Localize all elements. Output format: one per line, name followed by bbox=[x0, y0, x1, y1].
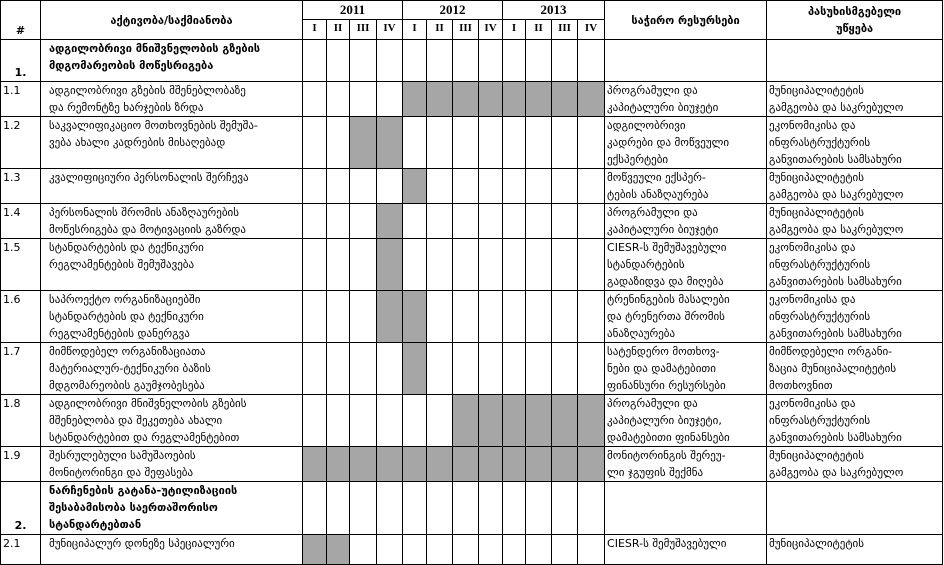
table-row bbox=[1, 204, 943, 239]
timeline-cell bbox=[526, 535, 552, 565]
timeline-cell bbox=[403, 447, 427, 482]
timeline-cell bbox=[377, 239, 403, 291]
table-row bbox=[1, 82, 943, 117]
timeline-cell bbox=[526, 204, 552, 239]
timeline-cell bbox=[552, 482, 578, 535]
timeline-cell bbox=[427, 291, 453, 343]
resources-cell: სატენდერო მოთხოვ- ნები და დამატებითი ფინანსური რესურსები bbox=[605, 343, 767, 395]
timeline-cell bbox=[578, 82, 605, 117]
responsible-cell bbox=[767, 482, 943, 535]
row-number: 1. bbox=[1, 40, 41, 82]
quarter-header: I bbox=[503, 20, 526, 40]
timeline-cell bbox=[578, 535, 605, 565]
row-number: 1.5 bbox=[1, 239, 41, 291]
responsible-cell: ეკონომიკისა და ინფრასტრუქტურის განვითარების სამსახური bbox=[767, 239, 943, 291]
timeline-cell bbox=[377, 40, 403, 82]
timeline-cell bbox=[403, 343, 427, 395]
activity-cell: სტანდარტების და ტექნიკური რეგლამენტების შემუშავება bbox=[41, 239, 303, 291]
table-row bbox=[1, 169, 943, 204]
quarter-header: I bbox=[403, 20, 427, 40]
responsible-cell: მუნიციპალიტეტის გამგეობა და საკრებულო bbox=[767, 204, 943, 239]
activity-cell: პერსონალის შრომის ანაზღაურების მოწესრიგება და მოტივაციის გაზრდა bbox=[41, 204, 303, 239]
timeline-cell bbox=[526, 169, 552, 204]
timeline-cell bbox=[403, 535, 427, 565]
timeline-cell bbox=[377, 395, 403, 447]
responsible-cell: ეკონომიკისა და ინფრასტრუქტურის განვითარების სამსახური bbox=[767, 291, 943, 343]
resources-cell: CIESR-ს შემუშავებული bbox=[605, 535, 767, 565]
timeline-cell bbox=[327, 82, 350, 117]
responsible-cell: მუნიციპალიტეტის გამგეობა და საკრებულო bbox=[767, 447, 943, 482]
timeline-cell bbox=[503, 395, 526, 447]
timeline-cell bbox=[427, 482, 453, 535]
activity-cell: ადგილობრივი მნიშვნელობის გზების მშენებლობა და შეკეთება ახალი სტანდარტებით და რეგლამენტებით bbox=[41, 395, 303, 447]
timeline-cell bbox=[403, 40, 427, 82]
quarter-header: IV bbox=[479, 20, 503, 40]
timeline-cell bbox=[578, 291, 605, 343]
timeline-cell bbox=[526, 117, 552, 169]
timeline-cell bbox=[427, 82, 453, 117]
timeline-cell bbox=[327, 447, 350, 482]
row-number: 1.9 bbox=[1, 447, 41, 482]
timeline-cell bbox=[503, 535, 526, 565]
timeline-cell bbox=[403, 482, 427, 535]
timeline-cell bbox=[303, 535, 327, 565]
timeline-cell bbox=[303, 447, 327, 482]
timeline-cell bbox=[552, 447, 578, 482]
timeline-cell bbox=[526, 447, 552, 482]
quarter-header: I bbox=[303, 20, 327, 40]
timeline-cell bbox=[479, 82, 503, 117]
timeline-cell bbox=[303, 204, 327, 239]
timeline-cell bbox=[377, 343, 403, 395]
timeline-cell bbox=[377, 204, 403, 239]
timeline-cell bbox=[503, 343, 526, 395]
timeline-cell bbox=[350, 482, 377, 535]
timeline-cell bbox=[350, 447, 377, 482]
table-row bbox=[1, 447, 943, 482]
timeline-cell bbox=[479, 117, 503, 169]
resources-header: საჭირო რესურსები bbox=[605, 1, 767, 40]
timeline-cell bbox=[453, 82, 479, 117]
timeline-cell bbox=[403, 169, 427, 204]
timeline-cell bbox=[526, 82, 552, 117]
row-number: 2. bbox=[1, 482, 41, 535]
table-row bbox=[1, 117, 943, 169]
timeline-cell bbox=[350, 239, 377, 291]
timeline-cell bbox=[327, 204, 350, 239]
timeline-cell bbox=[503, 169, 526, 204]
table-row bbox=[1, 535, 943, 565]
timeline-cell bbox=[526, 40, 552, 82]
timeline-cell bbox=[552, 204, 578, 239]
timeline-cell bbox=[578, 117, 605, 169]
timeline-cell bbox=[479, 343, 503, 395]
timeline-cell bbox=[578, 447, 605, 482]
timeline-cell bbox=[427, 40, 453, 82]
timeline-cell bbox=[453, 447, 479, 482]
responsible-cell: ეკონომიკისა და ინფრასტრუქტურის განვითარების სამსახური bbox=[767, 395, 943, 447]
quarter-header: IV bbox=[377, 20, 403, 40]
responsible-header: პასუხისმგებელი უწყება bbox=[767, 1, 943, 40]
activity-cell: ადგილობრივი გზების მშენებლობაზე და რემონტზე ხარჯების ზრდა bbox=[41, 82, 303, 117]
activity-cell: საკვალიფიკაციო მოთხოვნების შემუშა- ვება ახალი კადრების მისაღებად bbox=[41, 117, 303, 169]
timeline-cell bbox=[350, 535, 377, 565]
timeline-cell bbox=[350, 82, 377, 117]
timeline-cell bbox=[327, 482, 350, 535]
timeline-cell bbox=[377, 482, 403, 535]
num-header: # bbox=[1, 1, 41, 40]
responsible-cell: მუნიციპალიტეტის გამგეობა და საკრებულო bbox=[767, 169, 943, 204]
timeline-cell bbox=[552, 40, 578, 82]
timeline-cell bbox=[350, 117, 377, 169]
timeline-cell bbox=[503, 117, 526, 169]
timeline-cell bbox=[552, 169, 578, 204]
timeline-cell bbox=[427, 395, 453, 447]
timeline-cell bbox=[427, 239, 453, 291]
row-number: 1.4 bbox=[1, 204, 41, 239]
responsible-cell: მუნიციპალიტეტის გამგეობა და საკრებულო bbox=[767, 82, 943, 117]
timeline-cell bbox=[578, 169, 605, 204]
timeline-cell bbox=[377, 447, 403, 482]
quarter-header: II bbox=[327, 20, 350, 40]
timeline-cell bbox=[503, 204, 526, 239]
timeline-cell bbox=[303, 82, 327, 117]
activity-cell: მუნიციპალურ დონეზე სპეციალური bbox=[41, 535, 303, 565]
timeline-cell bbox=[350, 169, 377, 204]
timeline-cell bbox=[377, 169, 403, 204]
resources-cell bbox=[605, 40, 767, 82]
quarter-header: III bbox=[350, 20, 377, 40]
timeline-cell bbox=[350, 343, 377, 395]
timeline-cell bbox=[453, 239, 479, 291]
table-row bbox=[1, 291, 943, 343]
activity-cell: ადგილობრივი მნიშვნელობის გზების მდგომარეობის მოწესრიგება bbox=[41, 40, 303, 82]
timeline-cell bbox=[303, 117, 327, 169]
activity-cell: ნარჩენების გატანა-უტილიზაციის შესაბამისობა საერთაშორისო სტანდარტებთან bbox=[41, 482, 303, 535]
timeline-cell bbox=[377, 291, 403, 343]
responsible-cell: ეკონომიკისა და ინფრასტრუქტურის განვითარების სამსახური bbox=[767, 117, 943, 169]
timeline-cell bbox=[327, 395, 350, 447]
quarter-header: III bbox=[552, 20, 578, 40]
timeline-cell bbox=[503, 239, 526, 291]
activity-cell: საპროექტო ორგანიზაციებში სტანდარტების და ტექნიკური რეგლამენტების დანერგვა bbox=[41, 291, 303, 343]
timeline-cell bbox=[479, 395, 503, 447]
timeline-cell bbox=[327, 239, 350, 291]
timeline-cell bbox=[578, 343, 605, 395]
timeline-cell bbox=[479, 40, 503, 82]
timeline-cell bbox=[503, 482, 526, 535]
timeline-cell bbox=[526, 291, 552, 343]
section-row bbox=[1, 40, 943, 82]
activity-cell: შესრულებული სამუშაოების მონიტორინგი და შეფასება bbox=[41, 447, 303, 482]
timeline-cell bbox=[453, 291, 479, 343]
resources-cell: ადგილობრივი კადრები და მოწვეული ექსპერტები bbox=[605, 117, 767, 169]
timeline-cell bbox=[327, 117, 350, 169]
timeline-cell bbox=[427, 343, 453, 395]
row-number: 1.3 bbox=[1, 169, 41, 204]
section-row bbox=[1, 482, 943, 535]
timeline-cell bbox=[479, 482, 503, 535]
row-number: 2.1 bbox=[1, 535, 41, 565]
timeline-cell bbox=[303, 239, 327, 291]
timeline-cell bbox=[578, 40, 605, 82]
timeline-cell bbox=[377, 535, 403, 565]
timeline-cell bbox=[350, 291, 377, 343]
quarter-header: II bbox=[427, 20, 453, 40]
timeline-cell bbox=[453, 204, 479, 239]
timeline-cell bbox=[327, 40, 350, 82]
timeline-cell bbox=[427, 535, 453, 565]
timeline-cell bbox=[427, 204, 453, 239]
timeline-cell bbox=[327, 291, 350, 343]
timeline-cell bbox=[453, 395, 479, 447]
timeline-cell bbox=[403, 395, 427, 447]
timeline-cell bbox=[453, 117, 479, 169]
row-number: 1.6 bbox=[1, 291, 41, 343]
quarter-header: II bbox=[526, 20, 552, 40]
timeline-cell bbox=[350, 40, 377, 82]
timeline-cell bbox=[578, 482, 605, 535]
year-2012-header: 2012 bbox=[403, 1, 503, 20]
timeline-cell bbox=[503, 291, 526, 343]
resources-cell: პროგრამული და კაპიტალური ბიუჯეტი bbox=[605, 204, 767, 239]
timeline-cell bbox=[403, 82, 427, 117]
timeline-cell bbox=[552, 535, 578, 565]
resources-cell: პროგრამული და კაპიტალური ბიუჯეტი bbox=[605, 82, 767, 117]
quarter-header: III bbox=[453, 20, 479, 40]
timeline-cell bbox=[453, 482, 479, 535]
activity-cell: კვალიფიციური პერსონალის შერჩევა bbox=[41, 169, 303, 204]
timeline-cell bbox=[479, 291, 503, 343]
timeline-cell bbox=[526, 482, 552, 535]
timeline-cell bbox=[327, 535, 350, 565]
resources-cell bbox=[605, 482, 767, 535]
timeline-cell bbox=[578, 239, 605, 291]
activity-header: აქტივობა/საქმიანობა bbox=[41, 1, 303, 40]
timeline-cell bbox=[503, 40, 526, 82]
table-row bbox=[1, 239, 943, 291]
timeline-cell bbox=[403, 117, 427, 169]
timeline-cell bbox=[578, 395, 605, 447]
timeline-cell bbox=[303, 291, 327, 343]
resources-cell: CIESR-ს შემუშავებული სტანდარტების გადაზიდვა და მიღება bbox=[605, 239, 767, 291]
timeline-cell bbox=[453, 535, 479, 565]
timeline-cell bbox=[453, 40, 479, 82]
timeline-cell bbox=[303, 395, 327, 447]
row-number: 1.1 bbox=[1, 82, 41, 117]
activity-cell: მიმწოდებელ ორგანიზაციათა მატერიალურ-ტექნიკური ბაზის მდგომარეობის გაუმჯობესება bbox=[41, 343, 303, 395]
timeline-cell bbox=[427, 117, 453, 169]
table-row bbox=[1, 395, 943, 447]
row-number: 1.2 bbox=[1, 117, 41, 169]
timeline-cell bbox=[303, 343, 327, 395]
timeline-cell bbox=[327, 343, 350, 395]
timeline-cell bbox=[479, 239, 503, 291]
timeline-cell bbox=[303, 482, 327, 535]
timeline-cell bbox=[552, 117, 578, 169]
timeline-cell bbox=[479, 447, 503, 482]
timeline-cell bbox=[427, 447, 453, 482]
timeline-cell bbox=[552, 343, 578, 395]
row-number: 1.7 bbox=[1, 343, 41, 395]
timeline-cell bbox=[479, 535, 503, 565]
timeline-cell bbox=[427, 169, 453, 204]
responsible-cell bbox=[767, 40, 943, 82]
timeline-cell bbox=[453, 343, 479, 395]
timeline-cell bbox=[403, 204, 427, 239]
responsible-cell: მუნიციპალიტეტის bbox=[767, 535, 943, 565]
timeline-cell bbox=[552, 291, 578, 343]
timeline-cell bbox=[526, 395, 552, 447]
timeline-cell bbox=[303, 169, 327, 204]
quarter-header: IV bbox=[578, 20, 605, 40]
timeline-cell bbox=[350, 395, 377, 447]
resources-cell: მოწვეული ექსპერ- ტების ანაზღაურება bbox=[605, 169, 767, 204]
timeline-cell bbox=[503, 82, 526, 117]
timeline-cell bbox=[578, 204, 605, 239]
timeline-cell bbox=[503, 447, 526, 482]
timeline-cell bbox=[552, 239, 578, 291]
resources-cell: პროგრამული და კაპიტალური ბიუჯეტი, დამატებითი ფინანსები bbox=[605, 395, 767, 447]
timeline-cell bbox=[526, 239, 552, 291]
timeline-cell bbox=[327, 169, 350, 204]
timeline-cell bbox=[479, 169, 503, 204]
timeline-cell bbox=[303, 40, 327, 82]
timeline-cell bbox=[377, 117, 403, 169]
timeline-cell bbox=[526, 343, 552, 395]
timeline-cell bbox=[377, 82, 403, 117]
responsible-cell: მიმწოდებელი ორგანი- ზაცია მუნიციპალიტეტის მოთხოვნით bbox=[767, 343, 943, 395]
resources-cell: ტრენინგების მასალები და ტრენერთა შრომის ანაზღაურება bbox=[605, 291, 767, 343]
year-2013-header: 2013 bbox=[503, 1, 605, 20]
row-number: 1.8 bbox=[1, 395, 41, 447]
timeline-cell bbox=[552, 395, 578, 447]
timeline-cell bbox=[403, 239, 427, 291]
table-row bbox=[1, 343, 943, 395]
timeline-cell bbox=[479, 204, 503, 239]
resources-cell: მონიტორინგის შერეუ- ლი ჯგუფის შექმნა bbox=[605, 447, 767, 482]
year-2011-header: 2011 bbox=[303, 1, 403, 20]
timeline-cell bbox=[453, 169, 479, 204]
timeline-cell bbox=[552, 82, 578, 117]
timeline-cell bbox=[350, 204, 377, 239]
timeline-cell bbox=[403, 291, 427, 343]
